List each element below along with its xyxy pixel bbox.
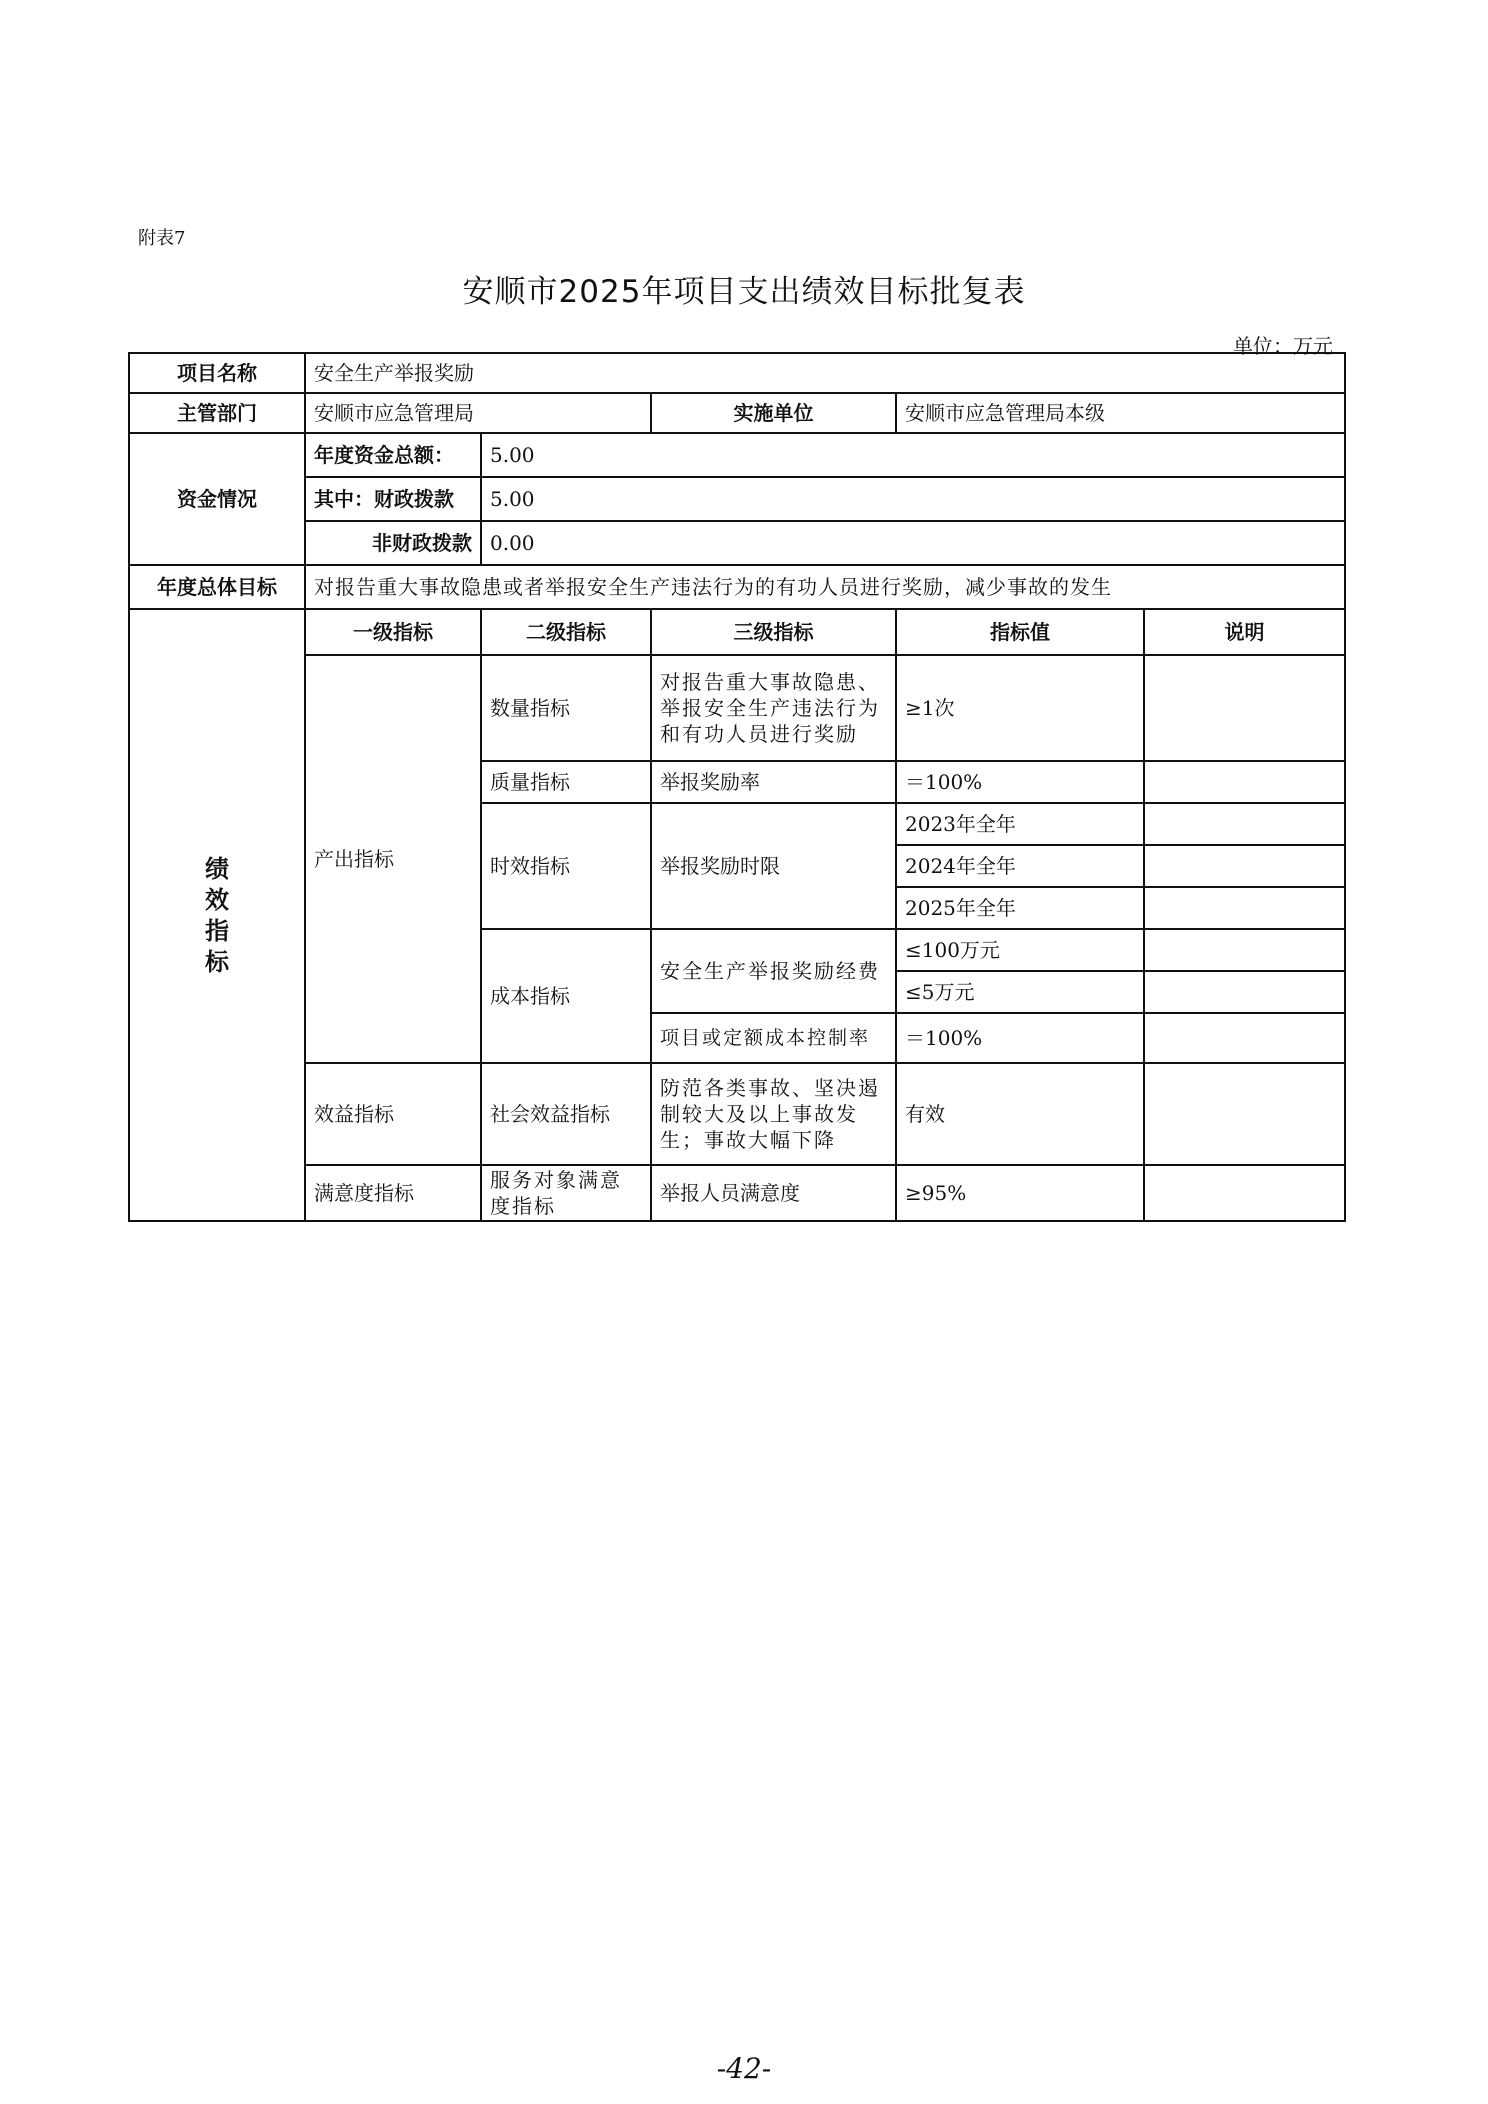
row-department xyxy=(129,393,1345,433)
dept-label: 主管部门 xyxy=(129,393,305,433)
unit-label: 单位：万元 xyxy=(1233,334,1333,358)
quantity-value: ≥1次 xyxy=(896,655,1144,761)
funds-nonfiscal-label: 非财政拨款 xyxy=(305,521,481,565)
row-funds-total xyxy=(129,433,1345,477)
timeliness-value-1: 2023年全年 xyxy=(896,803,1144,845)
funds-fiscal-value: 5.00 xyxy=(481,477,1345,521)
funds-label: 资金情况 xyxy=(129,433,305,565)
satisfaction-value: ≥95% xyxy=(896,1165,1144,1221)
quantity-note xyxy=(1144,655,1345,761)
page-number: -42- xyxy=(716,2052,772,2085)
quantity-level2: 数量指标 xyxy=(481,655,651,761)
timeliness-note-2 xyxy=(1144,845,1345,887)
cost-note-3 xyxy=(1144,1013,1345,1063)
indicators-label: 绩 效 指 标 xyxy=(129,609,305,1221)
timeliness-level2: 时效指标 xyxy=(481,803,651,929)
cost-note-1 xyxy=(1144,929,1345,971)
quality-note xyxy=(1144,761,1345,803)
row-indicator-header xyxy=(129,609,1345,655)
project-name-value: 安全生产举报奖励 xyxy=(305,353,1345,393)
quality-level3: 举报奖励率 xyxy=(651,761,896,803)
project-name-label: 项目名称 xyxy=(129,353,305,393)
benefit-level2: 社会效益指标 xyxy=(481,1063,651,1165)
row-funds-fiscal xyxy=(129,477,1345,521)
header-level2: 二级指标 xyxy=(481,609,651,655)
row-funds-nonfiscal xyxy=(129,521,1345,565)
timeliness-value-2: 2024年全年 xyxy=(896,845,1144,887)
header-level3: 三级指标 xyxy=(651,609,896,655)
cost-note-2 xyxy=(1144,971,1345,1013)
benefit-level3: 防范各类事故、坚决遏制较大及以上事故发生；事故大幅下降 xyxy=(651,1063,896,1165)
quantity-level3: 对报告重大事故隐患、举报安全生产违法行为和有功人员进行奖励 xyxy=(651,655,896,761)
impl-value: 安顺市应急管理局本级 xyxy=(896,393,1345,433)
header-level1: 一级指标 xyxy=(305,609,481,655)
funds-fiscal-label: 其中：财政拨款 xyxy=(305,477,481,521)
goal-label: 年度总体目标 xyxy=(129,565,305,609)
row-quantity xyxy=(129,655,1345,761)
satisfaction-level3: 举报人员满意度 xyxy=(651,1165,896,1221)
satisfaction-note xyxy=(1144,1165,1345,1221)
row-satisfaction xyxy=(129,1165,1345,1221)
goal-text: 对报告重大事故隐患或者举报安全生产违法行为的有功人员进行奖励，减少事故的发生 xyxy=(305,565,1345,609)
performance-table xyxy=(128,352,1346,1222)
impl-label: 实施单位 xyxy=(651,393,896,433)
satisfaction-level1: 满意度指标 xyxy=(305,1165,481,1221)
cost-level3b: 项目或定额成本控制率 xyxy=(651,1013,896,1063)
row-project-name xyxy=(129,353,1345,393)
quality-level2: 质量指标 xyxy=(481,761,651,803)
header-note: 说明 xyxy=(1144,609,1345,655)
header-value: 指标值 xyxy=(896,609,1144,655)
benefit-level1: 效益指标 xyxy=(305,1063,481,1165)
funds-total-label: 年度资金总额： xyxy=(305,433,481,477)
page-title: 安顺市2025年项目支出绩效目标批复表 xyxy=(462,274,1026,310)
cost-value-a1: ≤100万元 xyxy=(896,929,1144,971)
cost-value-a2: ≤5万元 xyxy=(896,971,1144,1013)
timeliness-level3: 举报奖励时限 xyxy=(651,803,896,929)
quality-value: ＝100% xyxy=(896,761,1144,803)
timeliness-value-3: 2025年全年 xyxy=(896,887,1144,929)
attachment-label: 附表7 xyxy=(138,228,186,249)
cost-level2: 成本指标 xyxy=(481,929,651,1063)
timeliness-note-3 xyxy=(1144,887,1345,929)
cost-level3a: 安全生产举报奖励经费 xyxy=(651,929,896,1013)
cost-value-b: ＝100% xyxy=(896,1013,1144,1063)
satisfaction-level2: 服务对象满意度指标 xyxy=(481,1165,651,1221)
output-level1: 产出指标 xyxy=(305,655,481,1063)
row-benefit xyxy=(129,1063,1345,1165)
timeliness-note-1 xyxy=(1144,803,1345,845)
funds-total-value: 5.00 xyxy=(481,433,1345,477)
benefit-value: 有效 xyxy=(896,1063,1144,1165)
funds-nonfiscal-value: 0.00 xyxy=(481,521,1345,565)
benefit-note xyxy=(1144,1063,1345,1165)
row-annual-goal xyxy=(129,565,1345,609)
dept-value: 安顺市应急管理局 xyxy=(305,393,651,433)
